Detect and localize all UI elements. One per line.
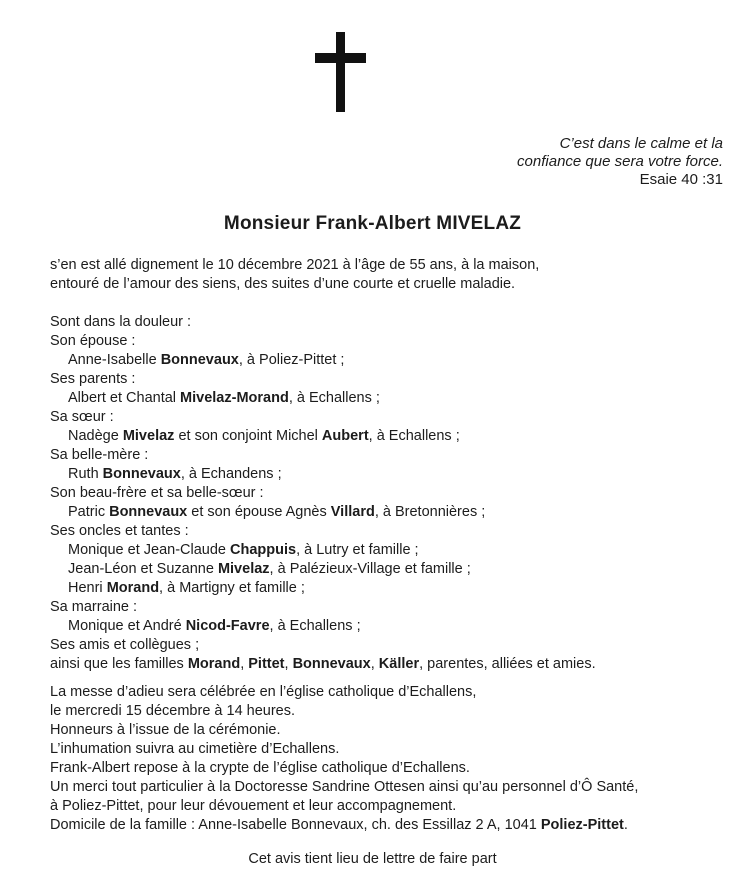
- family-line: Sa sœur :: [50, 409, 114, 425]
- footer-note: Cet avis tient lieu de lettre de faire part: [248, 851, 497, 867]
- ceremony-line: Un merci tout particulier à la Doctoresse Sandrine Ottesen ainsi qu’au personnel d’Ô Santé,: [50, 779, 639, 795]
- ceremony-line: Frank-Albert repose à la crypte de l’église catholique d’Echallens.: [50, 760, 470, 776]
- family-line: Son épouse :: [50, 333, 136, 349]
- cross-icon: [315, 32, 366, 112]
- family-line: Monique et Jean-Claude Chappuis, à Lutry et famille ;: [68, 542, 419, 558]
- family-line: Son beau-frère et sa belle-sœur :: [50, 485, 264, 501]
- family-line: Sont dans la douleur :: [50, 314, 192, 330]
- family-line: Sa marraine :: [50, 599, 138, 615]
- family-line: Patric Bonnevaux et son épouse Agnès Villard, à Bretonnières ;: [68, 504, 486, 520]
- deceased-name-title: Monsieur Frank-Albert MIVELAZ: [223, 213, 522, 234]
- ceremony-line: Domicile de la famille : Anne-Isabelle Bonnevaux, ch. des Essillaz 2 A, 1041 Poliez-Pittet.: [50, 817, 628, 833]
- family-line: Ses oncles et tantes :: [50, 523, 189, 539]
- intro-line: s’en est allé dignement le 10 décembre 2021 à l’âge de 55 ans, à la maison,: [50, 257, 540, 273]
- intro-line: entouré de l’amour des siens, des suites d’une courte et cruelle maladie.: [50, 276, 516, 292]
- ceremony-line: Honneurs à l’issue de la cérémonie.: [50, 722, 281, 738]
- family-line: Ruth Bonnevaux, à Echandens ;: [68, 466, 282, 482]
- mourners-list: [0, 313, 745, 674]
- ceremony-line: à Poliez-Pittet, pour leur dévouement et leur accompagnement.: [50, 798, 457, 814]
- family-line: Sa belle-mère :: [50, 447, 149, 463]
- epitaph-quote: [0, 135, 745, 189]
- cross-area: [0, 0, 745, 112]
- intro-paragraph: [0, 256, 745, 294]
- cross-vertical-bar: [336, 32, 345, 112]
- family-line: Jean-Léon et Suzanne Mivelaz, à Palézieux-Village et famille ;: [68, 561, 471, 577]
- family-line: Henri Morand, à Martigny et famille ;: [68, 580, 305, 596]
- family-line: Monique et André Nicod-Favre, à Echallens ;: [68, 618, 361, 634]
- family-line: Anne-Isabelle Bonnevaux, à Poliez-Pittet ;: [68, 352, 345, 368]
- epitaph-line: C’est dans le calme et la: [559, 135, 723, 152]
- family-line: Ses amis et collègues ;: [50, 637, 200, 653]
- cross-horizontal-bar: [315, 53, 366, 63]
- ceremony-line: le mercredi 15 décembre à 14 heures.: [50, 703, 296, 719]
- family-line: Nadège Mivelaz et son conjoint Michel Aubert, à Echallens ;: [68, 428, 460, 444]
- ceremony-line: L’inhumation suivra au cimetière d’Echallens.: [50, 741, 340, 757]
- family-line: Ses parents :: [50, 371, 136, 387]
- epitaph-line: confiance que sera votre force.: [517, 153, 723, 170]
- ceremony-details: [0, 683, 745, 835]
- family-line: Albert et Chantal Mivelaz-Morand, à Echallens ;: [68, 390, 380, 406]
- ceremony-line: La messe d’adieu sera célébrée en l’église catholique d’Echallens,: [50, 684, 477, 700]
- epitaph-attribution: Esaie 40 :31: [639, 171, 723, 188]
- family-line: ainsi que les familles Morand, Pittet, Bonnevaux, Käller, parentes, alliées et amies.: [50, 656, 596, 672]
